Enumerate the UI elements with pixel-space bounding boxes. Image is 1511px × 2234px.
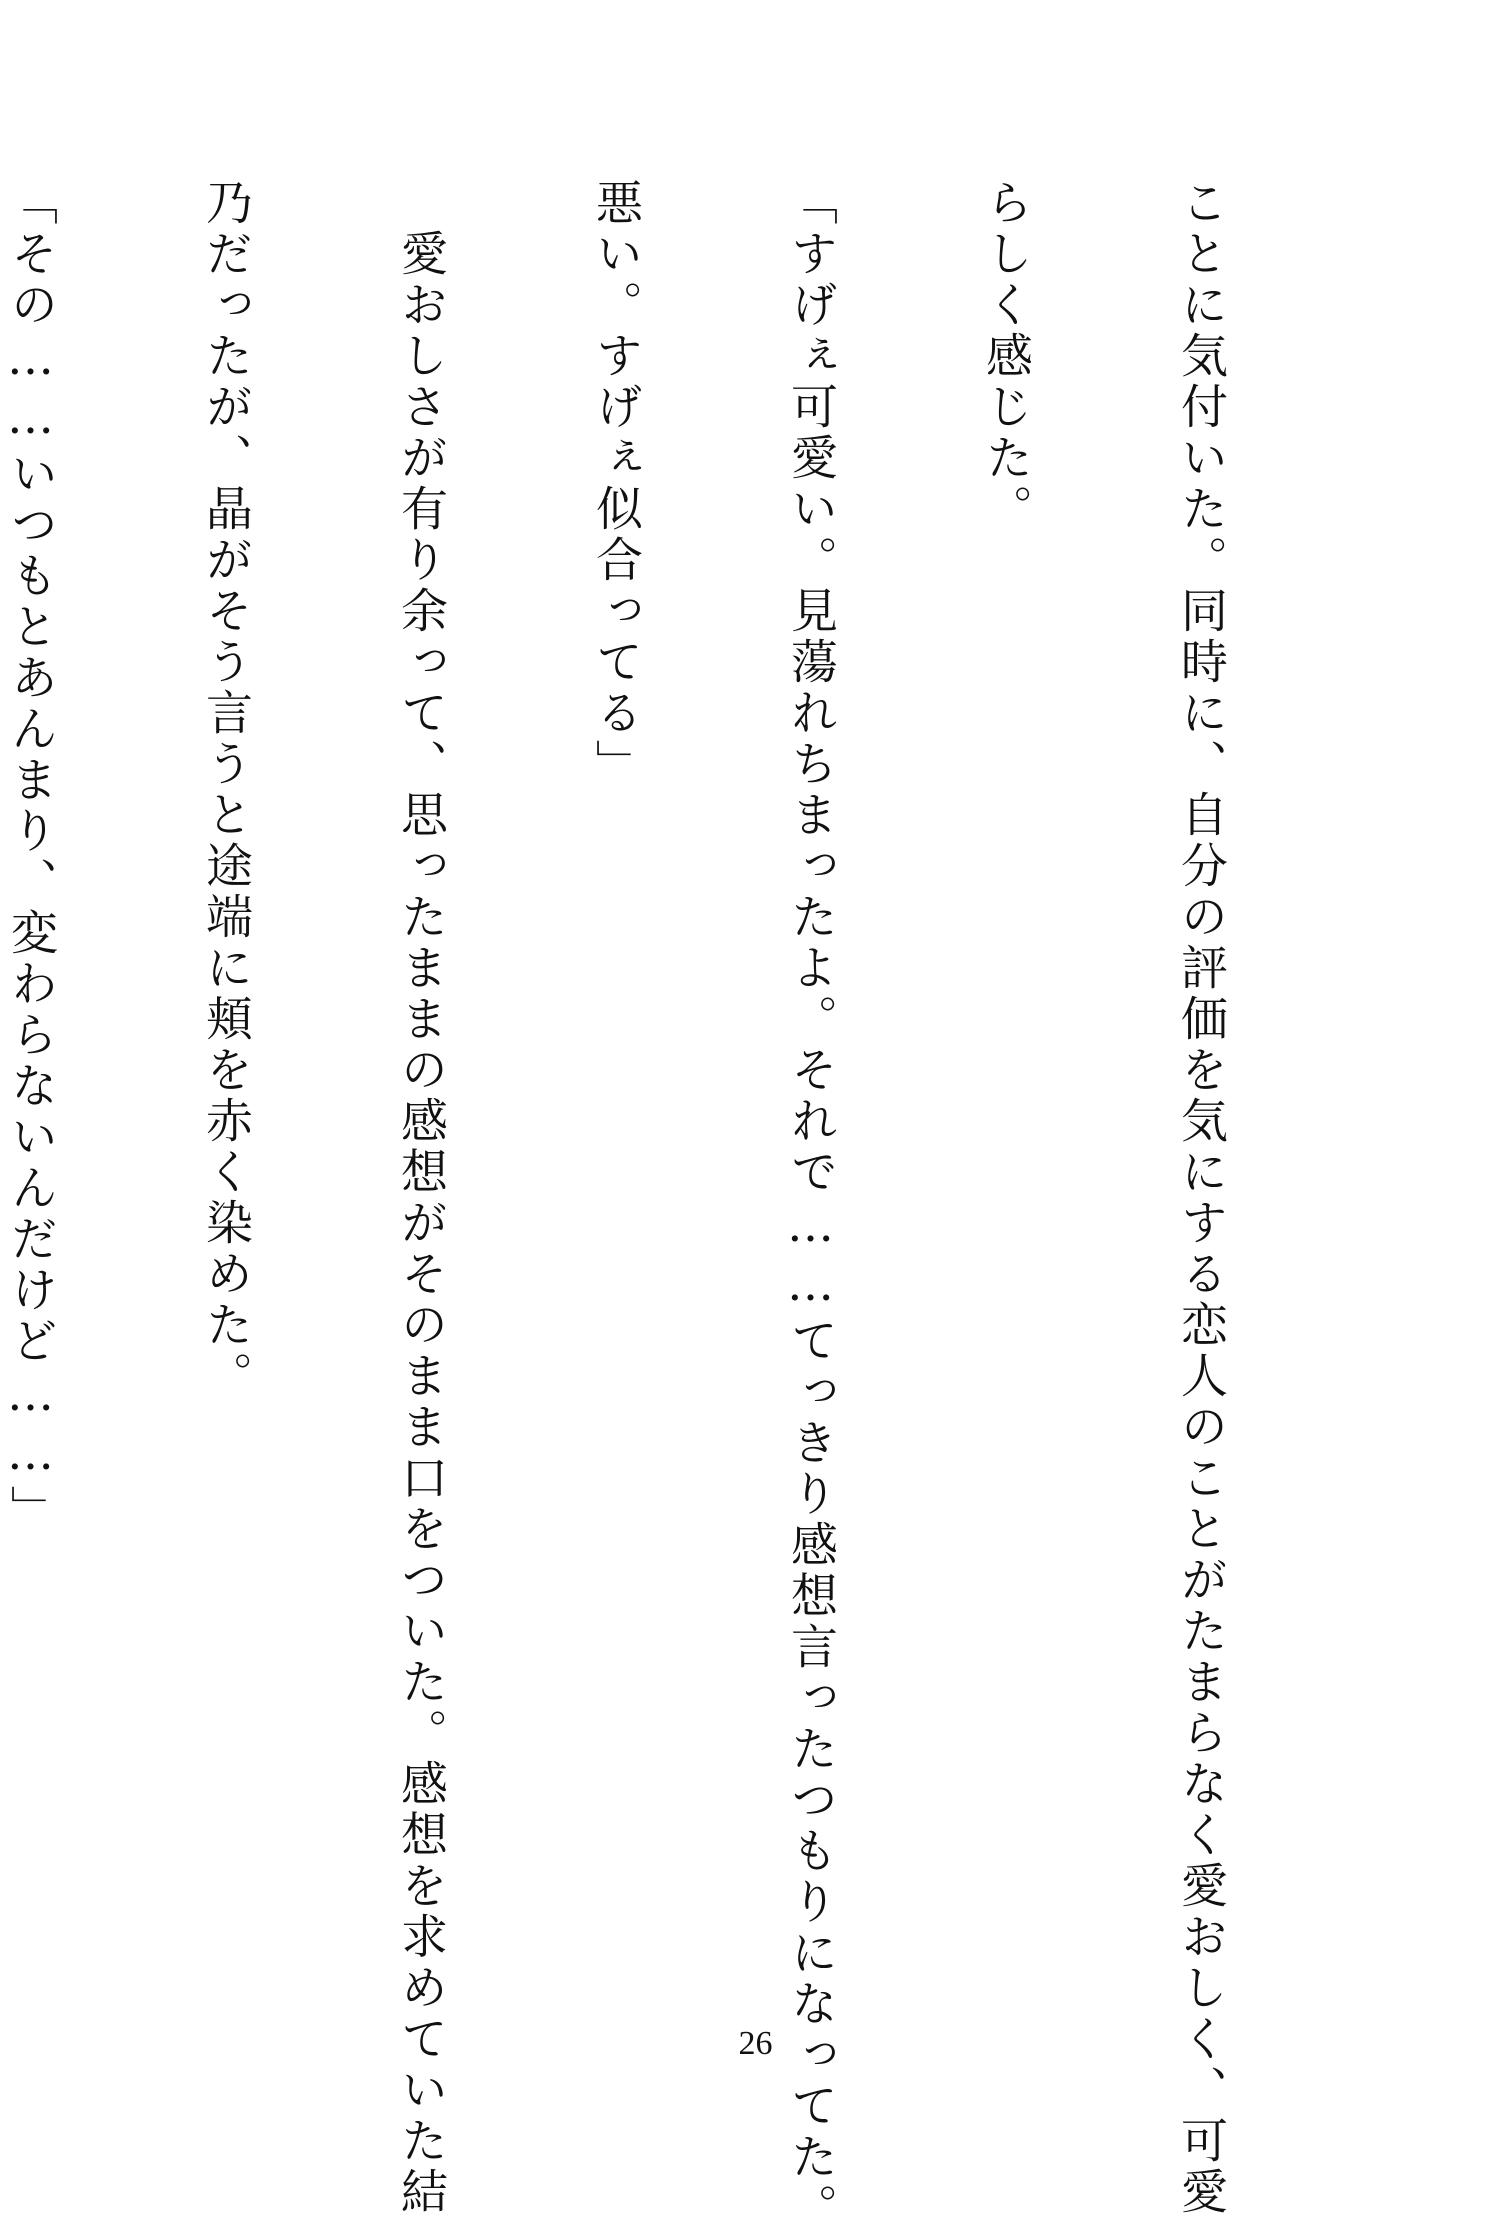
page-number: 26	[738, 2025, 773, 2062]
text-line: 「すげぇ可愛い。見蕩れちまったよ。それで……てっきり感想言ったつもりになってた。	[783, 178, 838, 2234]
text-line: らしく感じた。	[978, 178, 1033, 535]
text-line: ことに気付いた。同時に、自分の評価を気にする恋人のことがたまらなく愛おしく、可愛	[1173, 178, 1228, 2218]
text-line: 悪い。すげぇ似合ってる」	[588, 178, 643, 790]
text-line: 乃だったが、晶がそう言うと途端に頬を赤く染めた。	[198, 178, 253, 1402]
text-line: 愛おしさが有り余って、思ったままの感想がそのまま口をついた。感想を求めていた結	[393, 178, 448, 2218]
text-line: 「その……いつもとあんまり、変わらないんだけど……」	[3, 178, 58, 1536]
